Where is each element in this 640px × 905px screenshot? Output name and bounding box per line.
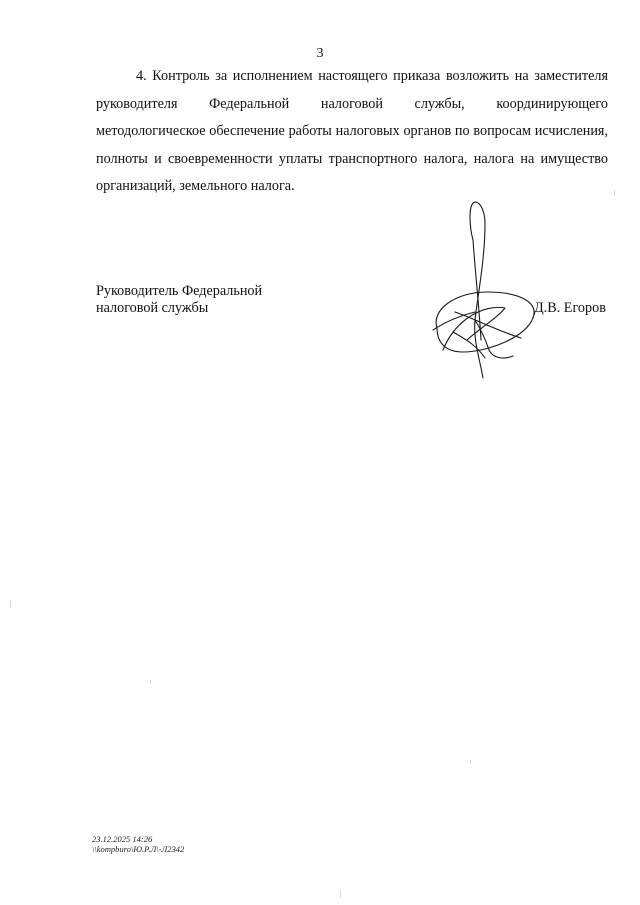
signatory-title-line-2: налоговой службы bbox=[96, 300, 209, 316]
signatory-title-line-1: Руководитель Федеральной bbox=[96, 283, 263, 299]
scan-speck bbox=[10, 600, 11, 608]
scan-speck bbox=[340, 890, 341, 898]
page-number: 3 bbox=[316, 46, 324, 61]
handwritten-signature bbox=[425, 200, 545, 385]
footer-timestamp: 23.12.2025 14:26 bbox=[92, 834, 153, 844]
document-footer bbox=[92, 834, 184, 854]
scan-speck bbox=[614, 190, 615, 196]
scan-speck bbox=[150, 680, 151, 684]
footer-reference: \\kompburo\Ю.Р.Л\-Л2342 bbox=[92, 844, 185, 854]
scan-speck bbox=[470, 760, 471, 764]
signer-name: Д.В. Егоров bbox=[534, 300, 606, 316]
signatory-title bbox=[96, 283, 262, 317]
order-paragraph-4: 4. Контроль за исполнением настоящего приказа возложить на заместителя руководителя Федеральной налоговой службы, координирующего методологическое обеспечение работы налоговых органов по вопросам исчисления, полноты и своевременности уплаты транспортного налога, налога на имущество организаций, земельного налога. bbox=[96, 68, 608, 194]
